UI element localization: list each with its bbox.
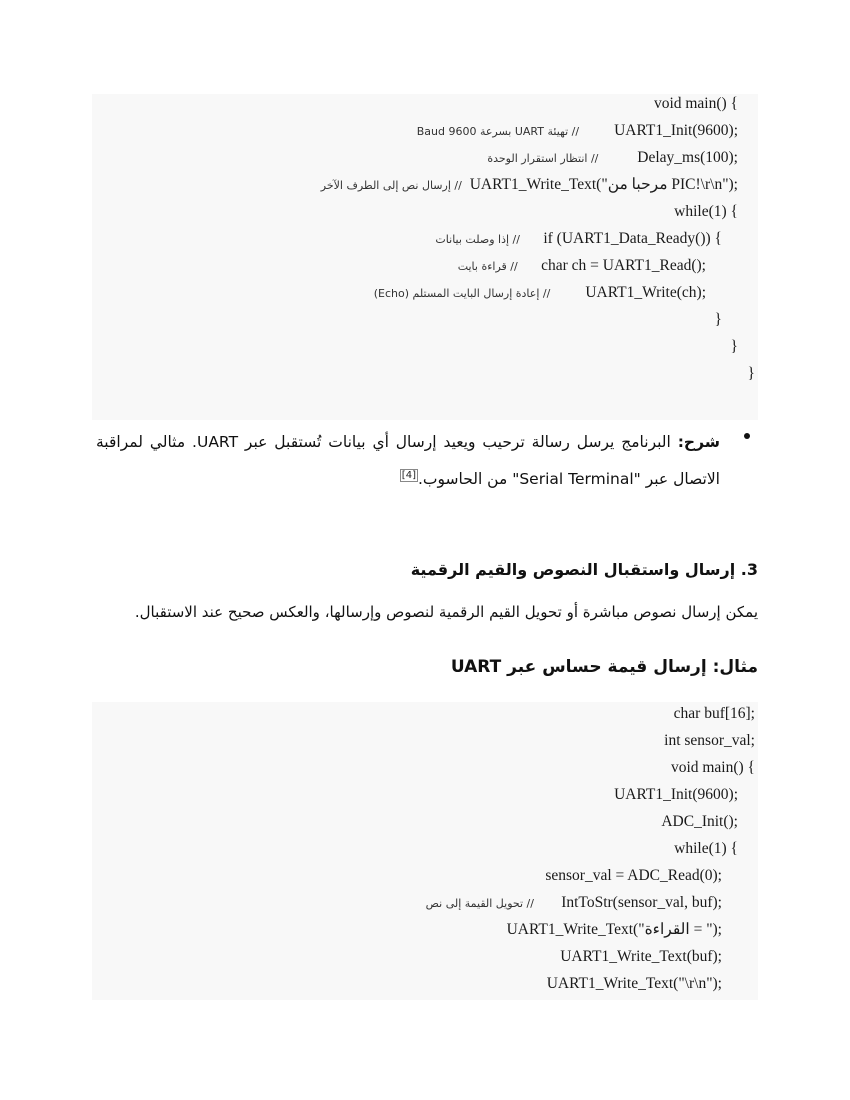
code-line: } — [730, 338, 738, 355]
code-line: // تحويل القيمة إلى نص IntToStr(sensor_val, buf); — [425, 894, 722, 911]
code-line: UART1_Write_Text("\r\n"); — [546, 975, 722, 992]
code-line: while(1) { — [674, 840, 738, 857]
code-line: UART1_Write_Text("القراءة = "); — [506, 921, 722, 938]
code-comment: // إذا وصلت بيانات — [435, 233, 520, 246]
code-block-2 — [92, 702, 758, 1000]
code-line: // تهيئة UART بسرعة 9600 Baud UART1_Init(9600); — [416, 122, 738, 139]
explanation-bullet — [96, 425, 744, 496]
code-comment: // انتظار استقرار الوحدة — [487, 152, 599, 165]
code-comment: // تهيئة UART بسرعة 9600 Baud — [416, 125, 580, 138]
code-line: // إرسال نص إلى الطرف الآخر UART1_Write_Text("مرحبا من PIC!\r\n"); — [320, 176, 738, 193]
code-comment: // إرسال نص إلى الطرف الآخر — [320, 179, 462, 192]
code-line: while(1) { — [674, 203, 738, 220]
code-line: } — [747, 365, 755, 382]
bullet-dot-icon — [744, 433, 750, 439]
code-line: void main() { — [670, 759, 755, 776]
code-line: sensor_val = ADC_Read(0); — [545, 867, 722, 884]
code-line: // إعادة إرسال البايت المستلم (Echo) UART1_Write(ch); — [373, 284, 706, 301]
code-line: UART1_Write_Text(buf); — [560, 948, 722, 965]
code-line: char buf[16]; — [673, 705, 755, 722]
explanation-text: شرح: البرنامج يرسل رسالة ترحيب ويعيد إرسال أي بيانات تُستقبل عبر UART. مثالي لمراقبة الاتصال عبر "Serial Terminal" من الحاسوب.[4] — [96, 433, 720, 489]
section-heading: 3. إرسال واستقبال النصوص والقيم الرقمية — [410, 560, 758, 579]
code-line: // قراءة بايت char ch = UART1_Read(); — [457, 257, 706, 274]
citation-link[interactable]: [4] — [401, 470, 416, 481]
code-line: void main() { — [653, 95, 738, 112]
code-line: UART1_Init(9600); — [614, 786, 738, 803]
code-line: // إذا وصلت بيانات if (UART1_Data_Ready()) { — [435, 230, 722, 247]
example-heading: مثال: إرسال قيمة حساس عبر UART — [450, 657, 758, 677]
code-line: int sensor_val; — [664, 732, 755, 749]
code-line: ADC_Init(); — [661, 813, 738, 830]
section-paragraph: يمكن إرسال نصوص مباشرة أو تحويل القيم الرقمية لنصوص وإرسالها، والعكس صحيح عند الاستقبال. — [134, 603, 758, 621]
code-comment: // قراءة بايت — [457, 260, 518, 273]
code-line: // انتظار استقرار الوحدة Delay_ms(100); — [487, 149, 738, 166]
code-block-1 — [92, 94, 758, 420]
code-line: } — [714, 311, 722, 328]
code-comment: // تحويل القيمة إلى نص — [425, 897, 534, 910]
code-comment: // إعادة إرسال البايت المستلم (Echo) — [373, 287, 551, 300]
